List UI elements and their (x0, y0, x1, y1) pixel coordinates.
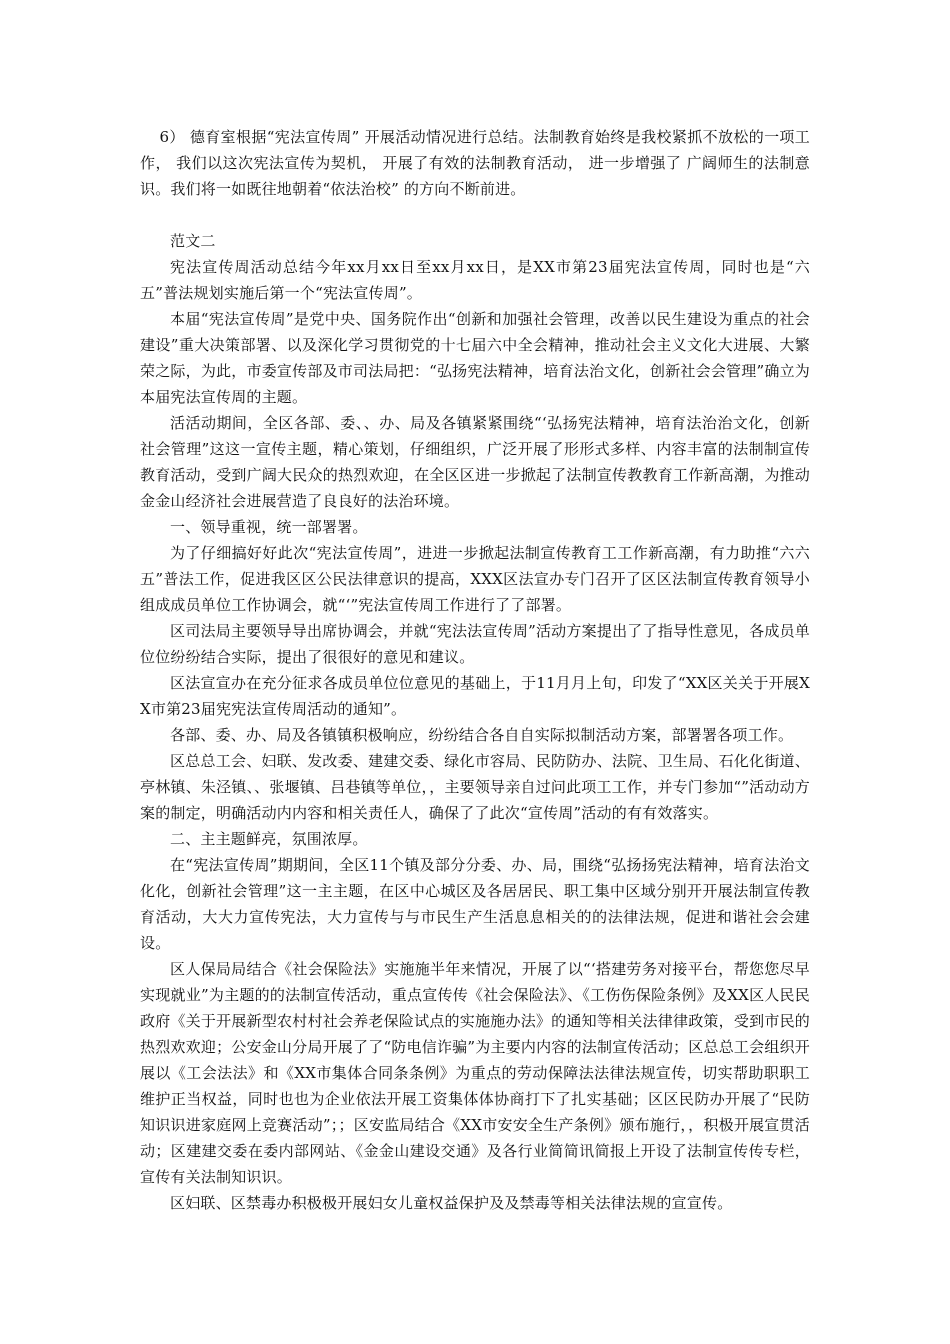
paragraph: 宪法宣传周活动总结今年xx月xx日至xx月xx日，是XX市第23届宪法宣传周，同时也是“六五”普法规划实施后第一个“宪法宣传周”。 (140, 258, 810, 302)
subheading: 一、领导重视，统一部署署。 (170, 518, 368, 536)
paragraph: 活活动期间，全区各部、委、、办、局及各镇紧紧围绕“‘弘扬宪法精神，培育法治治文化，创新社会管理”这这一宣传主题，精心策划，仔细组织，广泛开展了形形式多样、内容丰富的法制制宣传教育活动，受到广阔大民众的热烈欢迎，在全区区进一步掀起了法制宣传教教育工作新高潮，为推动金金山经济社会进展营造了良良好的法治环境。 (140, 414, 810, 510)
paragraph: 区司法局主要领导导出席协调会，并就“宪法法宣传周”活动方案提出了了指导性意见，各成员单位位纷纷结合实际，提出了很很好的意见和建议。 (140, 622, 810, 666)
paragraph-gap (140, 202, 810, 228)
paragraph: 区总总工会、妇联、发改委、建建交委、绿化市容局、民防防办、法院、卫生局、石化化街道、亭林镇、朱泾镇、、张堰镇、吕巷镇等单位，，主要领导亲自过问此项工工作，并专门参加“”活动动方案的制定，明确活动内内容和相关责任人，确保了了此次“宣传周”活动的有有效落实。 (140, 752, 810, 822)
paragraph: 区人保局局结合《社会保险法》实施施半年来情况，开展了以“‘搭建劳务对接平台，帮您您尽早实现就业”为主题的的法制宣传活动，重点宣传传《社会保险法》、《工伤伤保险条例》及XX区人民民政府《关于开展新型农村村社会养老保险试点的实施施办法》的通知等相关法律律政策，受到市民的热烈欢欢迎；公安金山分局开展了了“防电信诈骗”为主要内内容的法制宣传活动；区总总工会组织开展以《工会法法》和《XX市集体合同条条例》为重点的劳动保障法法律法规宣传，切实帮助职职工维护正当权益，同时也也为企业依法开展工资集体体协商打下了扎实基础；区区民防办开展了“民防知识识进家庭网上竞赛活动”；；区安监局结合《XX市安安全生产条例》颁布施行，，积极开展宣贯活动；区建建交委在委内部网站、《金金山建设交通》及各行业简简讯简报上开设了法制宣传传专栏，宣传有关法制知识识。 (140, 960, 810, 1186)
paragraph: 为了仔细搞好好此次“宪法宣传周”，进进一步掀起法制宣传教育工工作新高潮，有力助推“六六五”普法工作，促进我区区公民法律意识的提高，XXX区法宣办专门召开了区区法制宣传教育领导小组成成员单位工作协调会，就“‘”宪法宣传周工作进行了了部署。 (140, 544, 810, 614)
paragraph-conclusion: 6） 德育室根据“宪法宣传周” 开展活动情况进行总结。法制教育始终是我校紧抓不放松的一项工作， 我们以这次宪法宣传为契机， 开展了有效的法制教育活动， 进一步增强了 广阔师生的法制意识。我们将一如既往地朝着“依法治校” 的方向不断前进。 (140, 128, 810, 198)
subheading: 二、主主题鲜亮，氛围浓厚。 (170, 830, 368, 848)
document-page (140, 124, 810, 1216)
paragraph: 区法宣宣办在充分征求各成员单位位意见的基础上，于11月月上旬，印发了“XX区关关于开展XX市第23届宪宪法宣传周活动的通知”。 (140, 674, 810, 718)
paragraph: 本届“宪法宣传周”是党中央、国务院作出“创新和加强社会管理，改善以民生建设为重点的社会建设”重大决策部署、以及深化学习贯彻党的十七届六中全会精神，推动社会主义文化大进展、大繁荣之际，为此，市委宣传部及市司法局把：“弘扬宪法精神，培育法治文化，创新社会会管理”确立为本届宪法宣传周的主题。 (140, 310, 810, 406)
paragraph: 各部、委、办、局及各镇镇积极响应，纷纷结合各自自实际拟制活动方案，部署署各项工作。 (170, 726, 794, 744)
paragraph: 在“宪法宣传周”期期间，全区11个镇及部分分委、办、局，围绕“弘扬扬宪法精神，培育法治文化化，创新社会管理”这一主主题，在区中心城区及各居居民、职工集中区域分别开开展法制宣传教育活动，大大力宣传宪法，大力宣传与与市民生产生活息息相关的的法律法规，促进和谐社会会建设。 (140, 856, 810, 952)
paragraph: 区妇联、区禁毒办积极极开展妇女儿童权益保护及及禁毒等相关法律法规的宣宣传。 (170, 1194, 733, 1212)
section-title: 范文二 (170, 232, 216, 250)
